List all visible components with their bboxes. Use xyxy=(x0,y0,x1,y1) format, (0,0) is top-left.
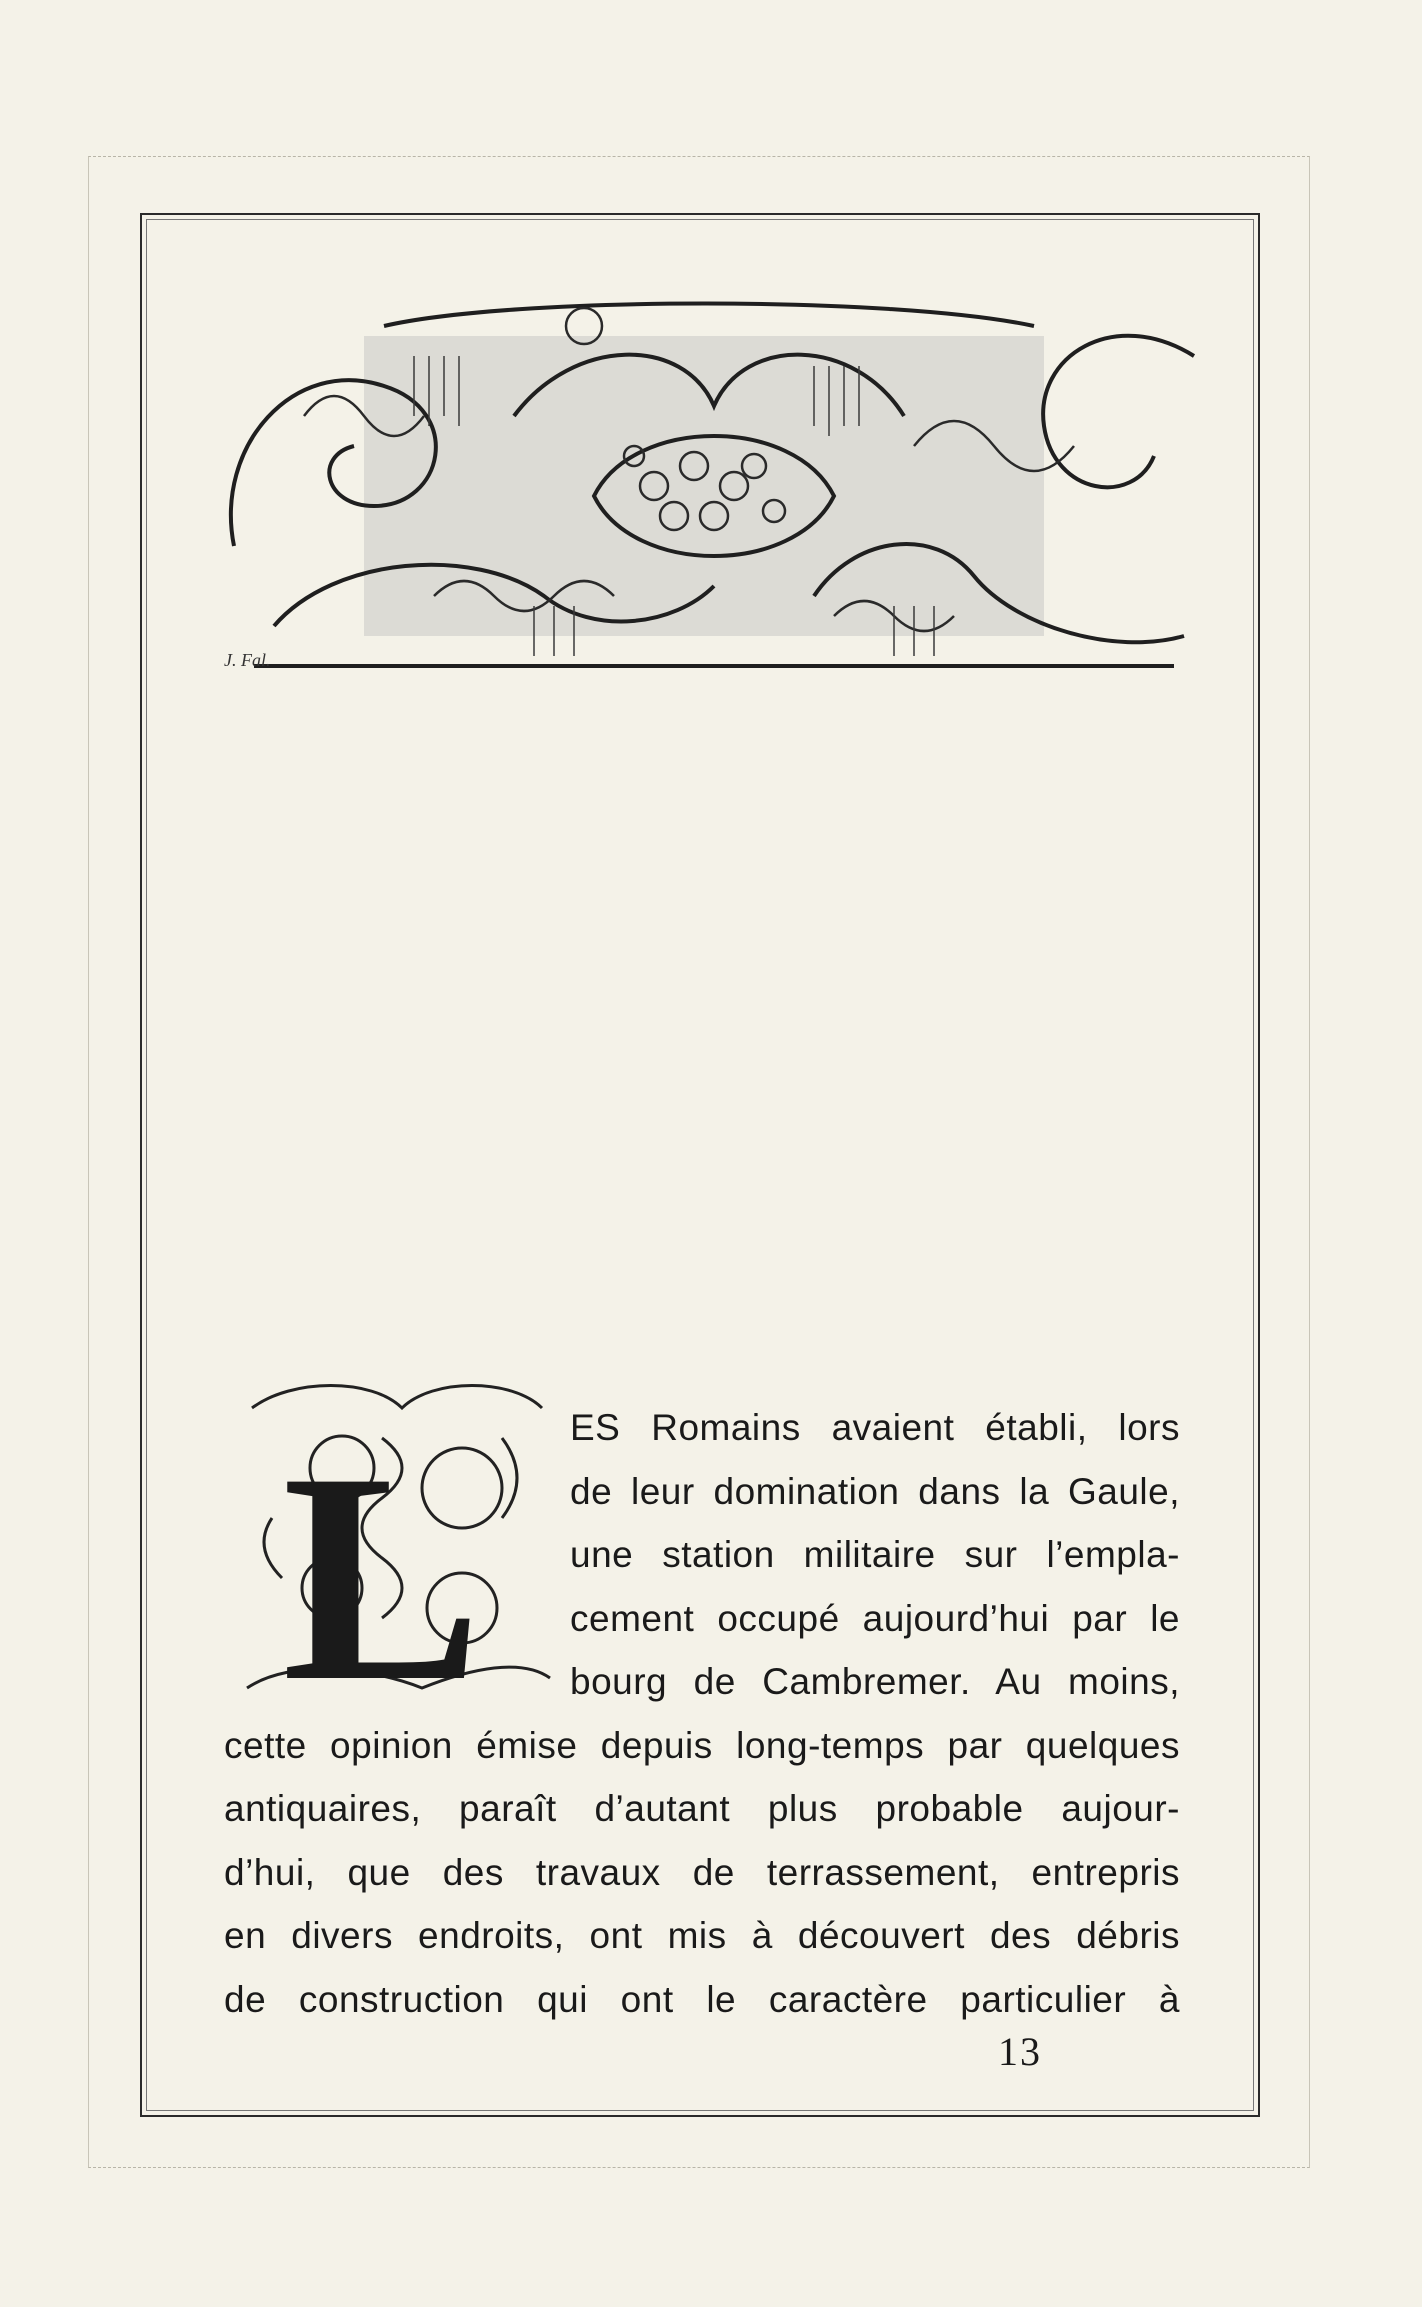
text-line: cette opinion émise depuis long-temps par quelques xyxy=(224,1724,1180,1766)
text-line: de leur domination dans la Gaule, xyxy=(570,1470,1180,1512)
text-line: bourg de Cambremer. Au moins, xyxy=(570,1661,1180,1702)
text-line: antiquaires, paraît d’autant plus probable aujour- xyxy=(224,1788,1180,1829)
engraver-signature: J. Fal. xyxy=(224,650,271,670)
text-line: ES Romains avaient établi, lors xyxy=(570,1407,1180,1448)
body-text xyxy=(224,1396,1180,2031)
text-line: de construction qui ont le caractère particulier à xyxy=(224,1978,1180,2020)
page-number: 13 xyxy=(998,2029,1042,2074)
drop-cap-letter: L xyxy=(282,1411,483,1703)
text-line: en divers endroits, ont mis à découvert des débris xyxy=(224,1915,1180,1956)
text-line: cement occupé aujourd’hui par le xyxy=(570,1597,1180,1639)
text-line: une station militaire sur l’empla- xyxy=(570,1534,1180,1575)
text-line: d’hui, que des travaux de terrassement, entrepris xyxy=(224,1851,1180,1893)
decorative-headpiece xyxy=(214,296,1204,682)
